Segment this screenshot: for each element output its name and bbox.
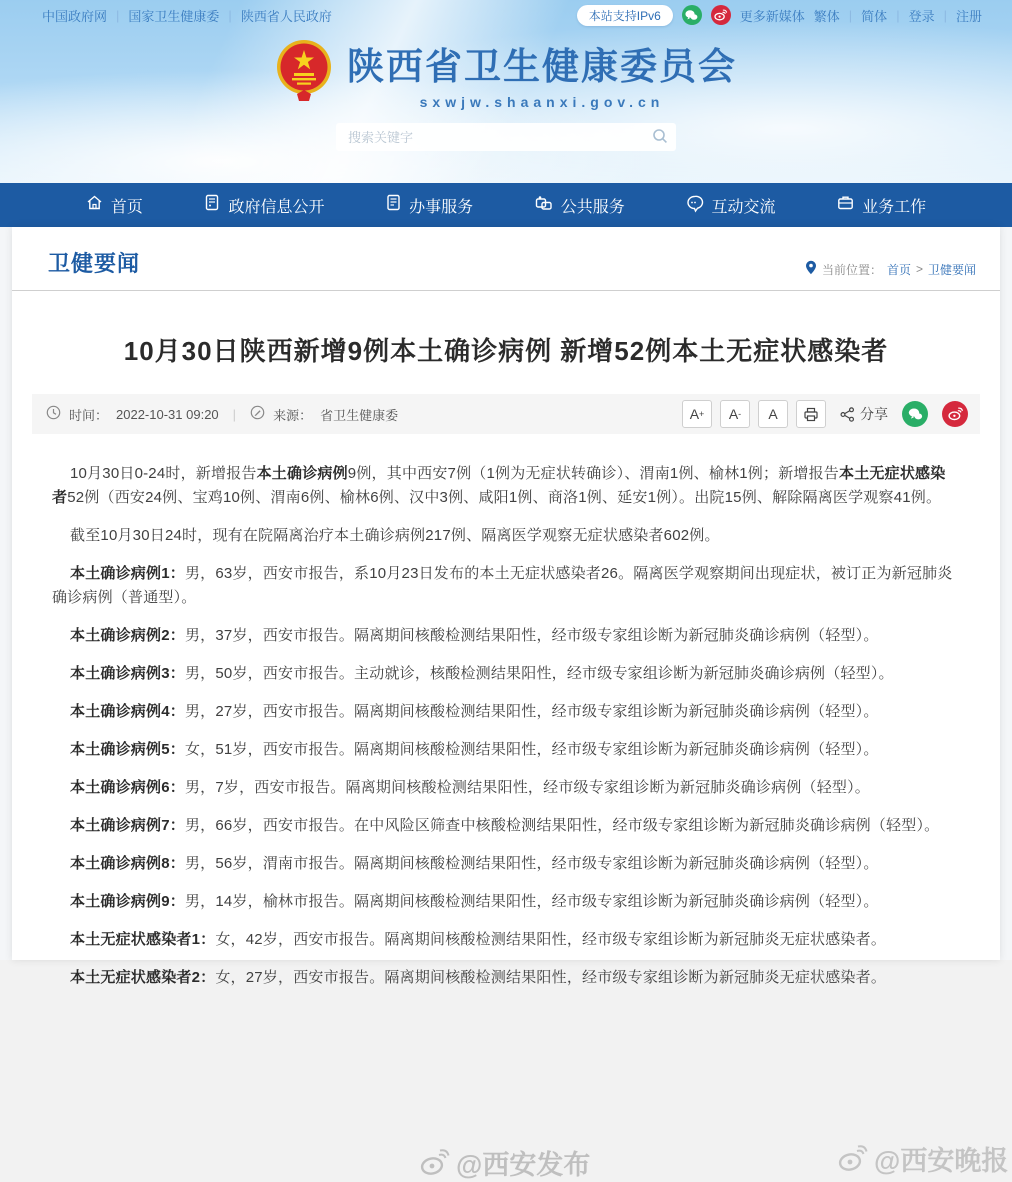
nav-label: 互动交流 [711, 198, 776, 216]
article-paragraph: 10月30日0-24时，新增报告本土确诊病例9例，其中西安7例（1例为无症状转确诊）、渭南1例、榆林1例；新增报告本土无症状感染者52例（西安24例、宝鸡10例、渭南6例、榆林6例、汉中3例、咸阳1例、商洛1例、延安1例）。出院15例、解除隔离医学观察41例。 [52, 465, 946, 506]
article-title: 10月30日陕西新增9例本土确诊病例 新增52例本土无症状感染者 [123, 336, 889, 366]
font-normal-button[interactable]: A [758, 400, 788, 428]
weibo-icon[interactable] [711, 5, 731, 25]
home-icon [86, 194, 103, 216]
separator: | [116, 7, 120, 23]
nav-label: 首页 [110, 198, 143, 216]
share-weibo-icon[interactable] [942, 401, 968, 427]
separator: | [848, 7, 853, 23]
article-paragraph: 本土确诊病例1：男，63岁，西安市报告，系10月23日发布的本土无症状感染者26。隔离医学观察期间出现症状，被订正为新冠肺炎确诊病例（普通型）。 [52, 565, 953, 606]
nav-item-gov-info[interactable] [204, 194, 324, 217]
clock-icon [46, 405, 61, 423]
print-button[interactable] [796, 400, 826, 428]
search-box [336, 123, 676, 151]
chat-icon [686, 195, 703, 216]
watermark-xian-fabu [420, 1143, 590, 1182]
source-label: 来源： [273, 407, 313, 423]
link-national-health[interactable]: 国家卫生健康委 [128, 8, 220, 24]
article-meta-bar [32, 394, 980, 434]
location-label: 当前位置： [821, 262, 882, 277]
nav-item-business[interactable] [837, 194, 926, 217]
page-body [0, 227, 1012, 1180]
article-paragraph: 本土确诊病例8：男，56岁，渭南市报告。隔离期间核酸检测结果阳性，经市级专家组诊断为新冠肺炎确诊病例（轻型）。 [70, 855, 879, 872]
work-icon [837, 195, 854, 216]
separator: | [896, 7, 900, 23]
nav-label: 办事服务 [409, 198, 474, 216]
search-icon[interactable] [652, 128, 668, 149]
nav-item-home[interactable] [86, 194, 143, 217]
nav-item-public-service[interactable] [535, 194, 625, 217]
plus-sup: + [699, 409, 705, 419]
article-paragraph: 本土确诊病例2：男，37岁，西安市报告。隔离期间核酸检测结果阳性，经市级专家组诊断为新冠肺炎确诊病例（轻型）。 [70, 627, 879, 644]
watermark-text: @西安晚报 [874, 1146, 1009, 1176]
location-pin-icon [805, 260, 817, 278]
public-service-icon [535, 195, 553, 216]
article-paragraph: 本土确诊病例4：男，27岁，西安市报告。隔离期间核酸检测结果阳性，经市级专家组诊断为新冠肺炎确诊病例（轻型）。 [70, 703, 879, 720]
site-header [0, 0, 1012, 183]
nav-item-services[interactable] [386, 194, 473, 217]
main-nav [0, 183, 1012, 227]
font-decrease-button[interactable]: A - [720, 400, 750, 428]
ipv6-badge[interactable]: 本站支持IPv6 [577, 5, 673, 26]
share-wechat-icon[interactable] [902, 401, 928, 427]
search-input[interactable] [336, 123, 676, 151]
breadcrumb [805, 260, 976, 278]
breadcrumb-home[interactable]: 首页 [886, 262, 911, 277]
watermark-xian-wanbao [838, 1139, 1008, 1178]
top-utility-bar [0, 0, 1012, 30]
link-traditional[interactable]: 繁体 [813, 8, 840, 24]
site-url: sxwjw.shaanxi.gov.cn [419, 94, 665, 110]
link-china-gov[interactable]: 中国政府网 [42, 8, 108, 24]
register-link[interactable]: 注册 [955, 8, 982, 24]
article-paragraph: 本土确诊病例5：女，51岁，西安市报告。隔离期间核酸检测结果阳性，经市级专家组诊断为新冠肺炎确诊病例（轻型）。 [70, 741, 879, 758]
link-simplified[interactable]: 简体 [861, 8, 888, 24]
time-label: 时间： [69, 407, 109, 423]
article-body [12, 434, 1000, 990]
article-paragraph: 本土确诊病例9：男，14岁，榆林市报告。隔离期间核酸检测结果阳性，经市级专家组诊断为新冠肺炎确诊病例（轻型）。 [70, 893, 879, 910]
more-media-link[interactable]: 更多新媒体 [739, 8, 805, 24]
content-card [12, 227, 1000, 986]
link-shaanxi-gov[interactable]: 陕西省人民政府 [240, 8, 332, 24]
separator: | [943, 7, 947, 23]
form-icon [386, 194, 401, 216]
article-paragraph: 截至10月30日24时，现有在院隔离治疗本土确诊病例217例、隔离医学观察无症状感染者602例。 [70, 527, 720, 544]
wechat-icon[interactable] [682, 5, 702, 25]
section-title: 卫健要闻 [48, 251, 141, 276]
nav-item-interaction[interactable] [686, 194, 775, 217]
time-value: 2022-10-31 09:20 [116, 406, 219, 422]
breadcrumb-current[interactable]: 卫健要闻 [927, 262, 976, 277]
article-paragraph: 本土无症状感染者2：女，27岁，西安市报告。隔离期间核酸检测结果阳性，经市级专家组诊断为新冠肺炎无症状感染者。 [70, 969, 887, 986]
separator: | [232, 406, 237, 422]
login-link[interactable]: 登录 [908, 8, 935, 24]
source-pen-icon [250, 405, 265, 423]
article-paragraph: 本土确诊病例7：男，66岁，西安市报告。在中风险区筛查中核酸检测结果阳性，经市级专家组诊断为新冠肺炎确诊病例（轻型）。 [70, 817, 940, 834]
nav-label: 公共服务 [560, 198, 625, 216]
national-emblem-logo [275, 38, 333, 109]
breadcrumb-separator: > [915, 262, 923, 276]
nav-label: 业务工作 [862, 198, 927, 216]
nav-label: 政府信息公开 [228, 198, 325, 216]
info-doc-icon [204, 194, 220, 216]
source-value: 省卫生健康委 [320, 407, 399, 423]
watermark-text: @西安发布 [456, 1150, 591, 1180]
share-label: 分享 [860, 406, 888, 422]
minus-sup: - [738, 409, 742, 419]
breadcrumb-row [12, 227, 1000, 291]
article-paragraph: 本土无症状感染者1：女，42岁，西安市报告。隔离期间核酸检测结果阳性，经市级专家组诊断为新冠肺炎无症状感染者。 [70, 931, 887, 948]
font-increase-button[interactable]: A + [682, 400, 712, 428]
site-title: 陕西省卫生健康委员会 [347, 47, 737, 88]
separator: | [228, 7, 232, 23]
article-paragraph: 本土确诊病例3：男，50岁，西安市报告。主动就诊，核酸检测结果阳性，经市级专家组诊断为新冠肺炎确诊病例（轻型）。 [70, 665, 894, 682]
article-paragraph: 本土确诊病例6：男，7岁，西安市报告。隔离期间核酸检测结果阳性，经市级专家组诊断为新冠肺炎确诊病例（轻型）。 [70, 779, 871, 796]
share-button[interactable] [840, 404, 888, 424]
